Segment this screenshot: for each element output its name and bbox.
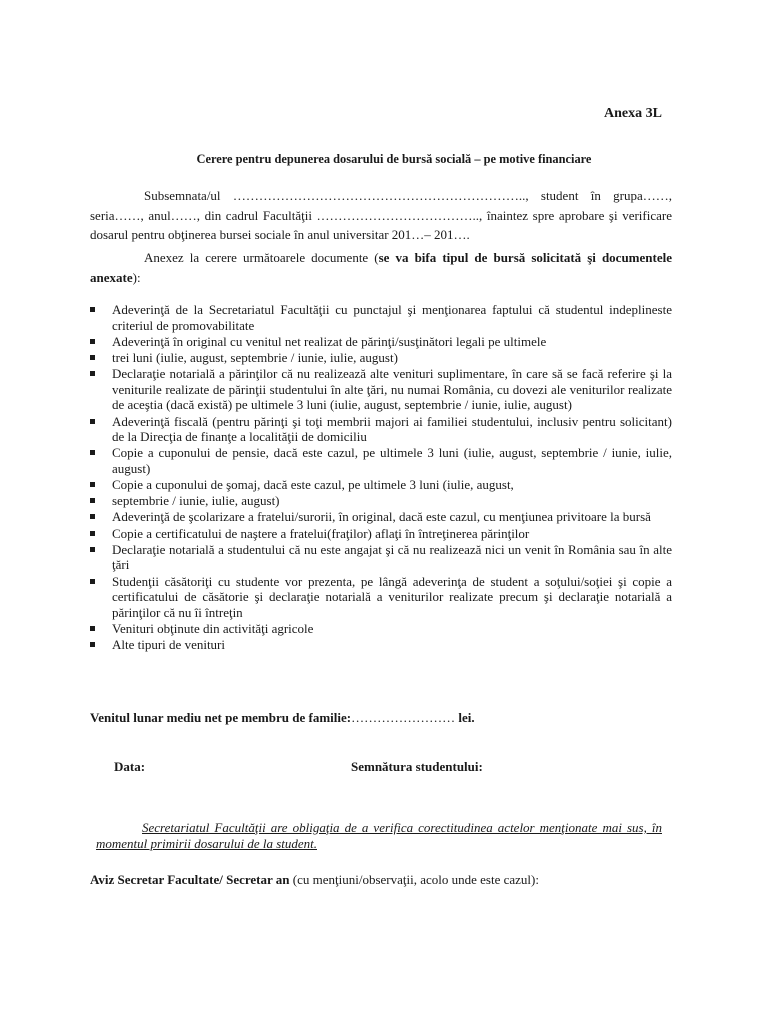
attachments-intro-lead: Anexez la cerere următoarele documente ( [144, 250, 379, 265]
list-item-text: Declaraţie notarială a studentului că nu este angajat şi că nu realizează nici un venit în România sau în alte ţări [112, 541, 672, 573]
bullet-square-icon [90, 531, 95, 536]
income-label: Venitul lunar mediu net pe membru de familie: [90, 710, 352, 725]
signature-label: Semnătura studentului: [351, 759, 483, 774]
list-item [90, 526, 672, 542]
list-item-text: Adeverinţă fiscală (pentru părinţi şi toţi membrii majori ai familiei studentului, inclusiv pentru solicitant) de la Direcţia de finanţe a localităţii de domiciliu [112, 413, 672, 445]
list-item [90, 542, 672, 573]
bullet-square-icon [90, 547, 95, 552]
list-item [90, 509, 672, 525]
list-item-text: Alte tipuri de venituri [112, 637, 226, 653]
document-title: Cerere pentru depunerea dosarului de bursă socială – pe motive financiare [196, 152, 592, 166]
bullet-square-icon [90, 514, 95, 519]
list-item-text: Adeverinţă de la Secretariatul Facultăţii cu punctajul şi menţionarea faptului că studentul indeplineste criteriul de promovabilitate [112, 302, 672, 333]
list-item-text: trei luni (iulie, august, septembrie / iunie, iulie, august) [112, 349, 398, 365]
income-blank: …………………… [351, 710, 456, 725]
attachments-intro-bold: se va bifa tipul de bursă solicitată şi documentele anexate [90, 250, 672, 285]
bullet-square-icon [90, 355, 95, 360]
list-item [90, 637, 672, 653]
bullet-square-icon [90, 498, 95, 503]
list-item [90, 445, 672, 476]
list-item-text: Copie a certificatului de naştere a fratelui(fraţilor) aflaţi în întreţinerea părinţilor [112, 525, 530, 541]
bullet-square-icon [90, 482, 95, 487]
secretary-approval-line [90, 872, 539, 888]
list-item-text: septembrie / iunie, iulie, august) [112, 493, 280, 509]
bullet-square-icon [90, 626, 95, 631]
list-item-text: Adeverinţă de şcolarizare a fratelui/surorii, în original, dacă este cazul, cu menţiunea privitoare la bursă [112, 509, 651, 525]
list-item-text: Adeverinţă în original cu venitul net realizat de părinţi/susţinători legali pe ultimele [112, 333, 547, 349]
aviz-label: Aviz Secretar Facultate/ Secretar an [90, 872, 290, 887]
bullet-square-icon [90, 371, 95, 376]
date-label: Data: [114, 759, 146, 774]
list-item [90, 621, 672, 637]
list-item [90, 334, 672, 350]
list-item [90, 493, 672, 509]
bullet-square-icon [90, 307, 95, 312]
secretariat-note: Secretariatul Facultăţii are obligaţia de a verifica corectitudinea actelor menţionate mai sus, în momentul primirii dosarului de la student. [96, 820, 662, 851]
list-item [90, 574, 672, 621]
list-item-text: Venituri obţinute din activităţi agricole [112, 621, 314, 636]
annex-label: Anexa 3L [604, 106, 662, 121]
bullet-square-icon [90, 450, 95, 455]
list-item-text: Studenţii căsătoriţi cu studente vor prezenta, pe lângă adeverinţa de student a soţului/soţiei şi copie a certificatului de căsătorie şi declaraţie notarială a veniturilor realizate precum şi declaraţie notarială a părinţilor că nu îi întreţin [112, 573, 672, 620]
list-item-text: Copie a cuponului de şomaj, dacă este cazul, pe ultimele 3 luni (iulie, august, [112, 477, 514, 493]
list-item [90, 350, 672, 366]
income-unit: lei. [458, 710, 475, 725]
attachments-intro-tail: ): [132, 269, 141, 285]
bullet-square-icon [90, 339, 95, 344]
list-item [90, 414, 672, 445]
bullet-square-icon [90, 419, 95, 424]
list-item [90, 302, 672, 333]
attachments-intro [90, 248, 672, 287]
income-line [90, 710, 475, 726]
documents-list [90, 302, 672, 653]
list-item [90, 366, 672, 413]
bullet-square-icon [90, 642, 95, 647]
request-paragraph: Subsemnata/ul ………………………………………………………….., student în grupa……, seria……, anul……, din cadrul Facultăţii ……………………………….., înaintez spre aprobare şi verificare dosarul pentru obţinerea bursei sociale în anul universitar 201…– 201…. [90, 188, 672, 242]
list-item [90, 477, 672, 493]
list-item-text: Copie a cuponului de pensie, dacă este cazul, pe ultimele 3 luni (iulie, august, septembrie / iunie, iulie, august) [112, 445, 672, 476]
list-item-text: Declaraţie notarială a părinţilor că nu realizează alte venituri suplimentare, în care să se facă referire şi la veniturile realizate de părinţii studentului în alte ţări, nu numai România, cu dovezi ale veniturilor realizate de aceştia (dacă există) pe ultimele 3 luni (iulie, august, septembrie / iunie, iulie, august) [112, 366, 672, 413]
bullet-square-icon [90, 579, 95, 584]
aviz-note: (cu menţiuni/observaţii, acolo unde este cazul): [289, 872, 539, 887]
